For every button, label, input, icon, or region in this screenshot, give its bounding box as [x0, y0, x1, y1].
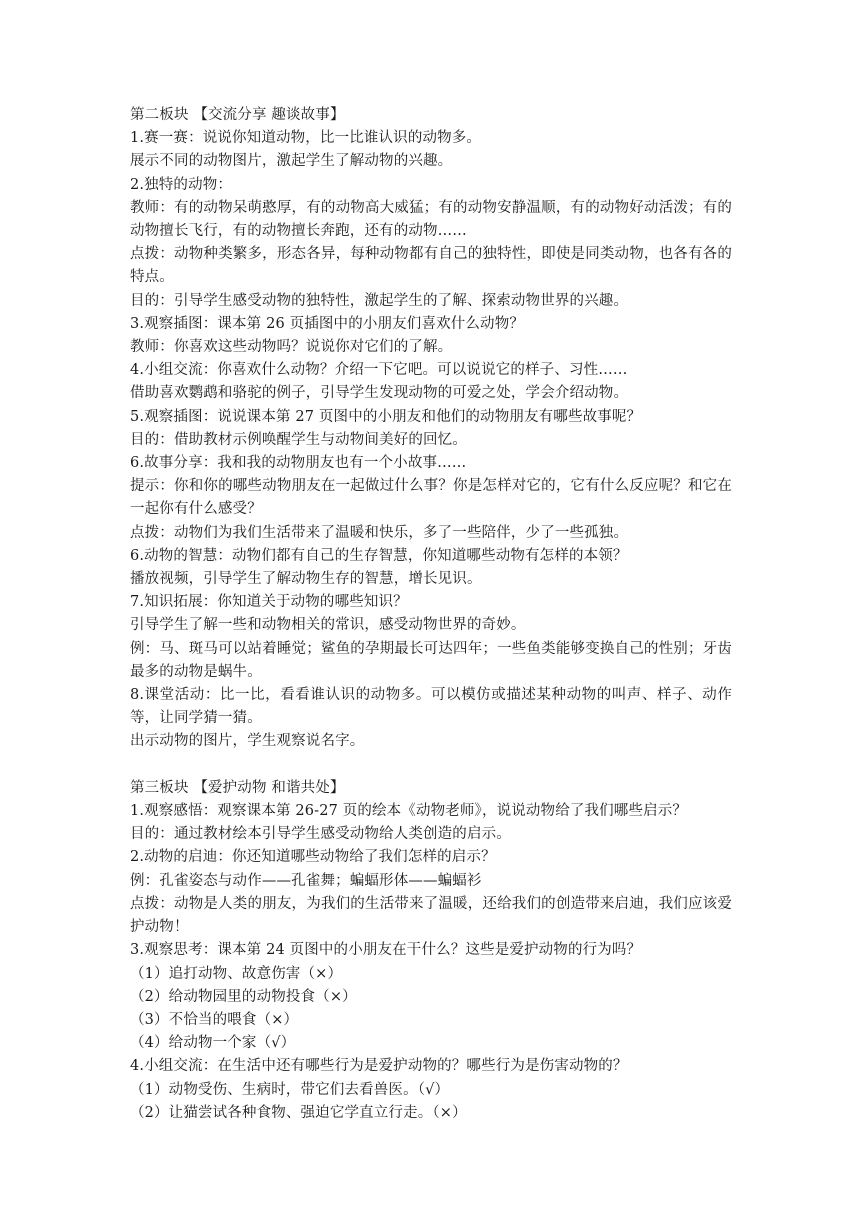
paragraph-line: 点拨：动物们为我们生活带来了温暖和快乐，多了一些陪伴，少了一些孤独。 — [130, 524, 629, 541]
paragraph-line: 引导学生了解一些和动物相关的常识，感受动物世界的奇妙。 — [130, 617, 526, 634]
paragraph-line: 5.观察插图：说说课本第 27 页图中的小朋友和他们的动物朋友有哪些故事呢？ — [130, 408, 642, 425]
list-item: （4）给动物一个家（√） — [130, 1035, 296, 1052]
paragraph-line: 播放视频，引导学生了解动物生存的智慧，增长见识。 — [130, 571, 482, 588]
paragraph-line: 3.观察思考：课本第 24 页图中的小朋友在干什么？这些是爱护动物的行为吗？ — [130, 942, 642, 959]
section-spacer — [130, 754, 732, 777]
paragraph-wrapped: 提示：你和你的哪些动物朋友在一起做过什么事？你是怎样对它的，它有什么反应呢？和它在一起你有什么感受？ — [130, 478, 732, 518]
paragraph-line: 2.动物的启迪：你还知道哪些动物给了我们怎样的启示？ — [130, 849, 496, 866]
paragraph-line: 例：孔雀姿态与动作——孔雀舞；蝙蝠形体——蝙蝠衫 — [130, 872, 482, 889]
list-item: （3）不恰当的喂食（×） — [130, 1011, 299, 1028]
paragraph-line: 展示不同的动物图片，激起学生了解动物的兴趣。 — [130, 153, 453, 170]
paragraph-line: 目的：借助教材示例唤醒学生与动物间美好的回忆。 — [130, 431, 467, 448]
paragraph-line: 1.赛一赛：说说你知道动物，比一比谁认识的动物多。 — [130, 130, 482, 147]
paragraph-line: 出示动物的图片，学生观察说名字。 — [130, 733, 365, 750]
paragraph-line: 目的：引导学生感受动物的独特性，激起学生的了解、探索动物世界的兴趣。 — [130, 292, 629, 309]
list-item: （1）追打动物、故意伤害（×） — [130, 965, 343, 982]
paragraph-line: 1.观察感悟：观察课本第 26-27 页的绘本《动物老师》，说说动物给了我们哪些启示？ — [130, 803, 688, 820]
paragraph-line: 目的：通过教材绘本引导学生感受动物给人类创造的启示。 — [130, 826, 511, 843]
section-heading-2: 第二板块 【交流分享 趣谈故事】 — [130, 107, 345, 123]
paragraph-line: 教师：你喜欢这些动物吗？说说你对它们的了解。 — [130, 339, 453, 356]
list-item: （2）给动物园里的动物投食（×） — [130, 988, 357, 1005]
document-page — [130, 104, 732, 1125]
paragraph-wrapped: 教师：有的动物呆萌憨厚，有的动物高大威猛；有的动物安静温顺，有的动物好动活泼；有的动物擅长飞行，有的动物擅长奔跑，还有的动物…… — [130, 199, 732, 240]
list-item: （1）动物受伤、生病时，带它们去看兽医。（√） — [130, 1081, 450, 1098]
paragraph-line: 3.观察插图：课本第 26 页插图中的小朋友们喜欢什么动物？ — [130, 315, 525, 332]
paragraph-line: 6.故事分享：我和我的动物朋友也有一个小故事…… — [130, 455, 467, 472]
paragraph-line: 4.小组交流：你喜欢什么动物？介绍一下它吧。可以说说它的样子、习性…… — [130, 362, 628, 379]
list-item: （2）让猫尝试各种食物、强迫它学直立行走。（×） — [130, 1104, 467, 1121]
paragraph-wrapped: 点拨：动物是人类的朋友，为我们的生活带来了温暖，还给我们的创造带来启迪，我们应该爱护动物！ — [130, 895, 732, 936]
paragraph-wrapped: 点拨：动物种类繁多，形态各异，每种动物都有自己的独特性，即使是同类动物，也各有各的特点。 — [130, 246, 732, 286]
paragraph-line: 4.小组交流：在生活中还有哪些行为是爱护动物的？哪些行为是伤害动物的？ — [130, 1058, 628, 1075]
paragraph-line: 2.独特的动物： — [130, 176, 233, 193]
paragraph-wrapped: 8.课堂活动：比一比，看看谁认识的动物多。可以模仿或描述某种动物的叫声、样子、动作等，让同学猜一猜。 — [130, 687, 732, 727]
paragraph-wrapped: 例：马、斑马可以站着睡觉；鲨鱼的孕期最长可达四年；一些鱼类能够变换自己的性别；牙齿最多的动物是蜗牛。 — [130, 640, 732, 680]
section-heading-3: 第三板块 【爱护动物 和谐共处】 — [130, 779, 345, 796]
paragraph-line: 6.动物的智慧：动物们都有自己的生存智慧，你知道哪些动物有怎样的本领？ — [130, 547, 628, 564]
paragraph-line: 7.知识拓展：你知道关于动物的哪些知识？ — [130, 594, 408, 611]
paragraph-line: 借助喜欢鹦鹉和骆驼的例子，引导学生发现动物的可爱之处，学会介绍动物。 — [130, 385, 629, 402]
